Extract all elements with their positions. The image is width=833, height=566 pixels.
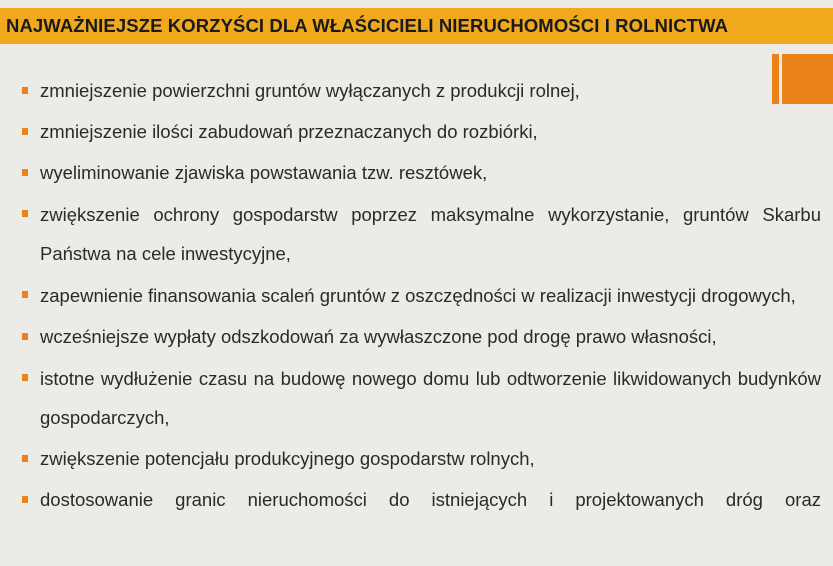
square-bullet-icon: [22, 455, 28, 462]
square-bullet-icon: [22, 333, 28, 340]
list-item-text: istotne wydłużenie czasu na budowę nowego domu lub odtworzenie likwidowanych budynków gospodarczych,: [40, 368, 821, 428]
list-item-text: zwiększenie ochrony gospodarstw poprzez maksymalne wykorzystanie, gruntów Skarbu Państwa na cele inwestycyjne,: [40, 204, 821, 264]
title-bar: [0, 8, 833, 44]
benefits-list: [22, 72, 821, 522]
square-bullet-icon: [22, 210, 28, 217]
list-item-text: zmniejszenie ilości zabudowań przeznaczanych do rozbiórki,: [40, 121, 538, 142]
list-item-text: dostosowanie granic nieruchomości do istniejących i projektowanych dróg oraz: [40, 489, 821, 510]
list-item: [22, 481, 821, 519]
list-item: [22, 318, 821, 356]
slide-title: NAJWAŻNIEJSZE KORZYŚCI DLA WŁAŚCICIELI NIERUCHOMOŚCI I ROLNICTWA: [6, 15, 729, 36]
square-bullet-icon: [22, 169, 28, 176]
list-item: [22, 72, 821, 110]
square-bullet-icon: [22, 291, 28, 298]
square-bullet-icon: [22, 374, 28, 381]
list-item-text: wcześniejsze wypłaty odszkodowań za wywłaszczone pod drogę prawo własności,: [40, 326, 717, 347]
list-item-text: zwiększenie potencjału produkcyjnego gospodarstw rolnych,: [40, 448, 535, 469]
list-item: [22, 195, 821, 273]
list-item-text: zmniejszenie powierzchni gruntów wyłączanych z produkcji rolnej,: [40, 80, 580, 101]
square-bullet-icon: [22, 496, 28, 503]
list-item-text: wyeliminowanie zjawiska powstawania tzw. resztówek,: [40, 162, 488, 183]
list-item: [22, 359, 821, 437]
square-bullet-icon: [22, 87, 28, 94]
list-item: [22, 276, 821, 315]
list-item: [22, 113, 821, 151]
list-item-text: zapewnienie finansowania scaleń gruntów z oszczędności w realizacji inwestycji drogowych,: [40, 285, 796, 306]
list-item: [22, 154, 821, 192]
list-item: [22, 440, 821, 478]
square-bullet-icon: [22, 128, 28, 135]
